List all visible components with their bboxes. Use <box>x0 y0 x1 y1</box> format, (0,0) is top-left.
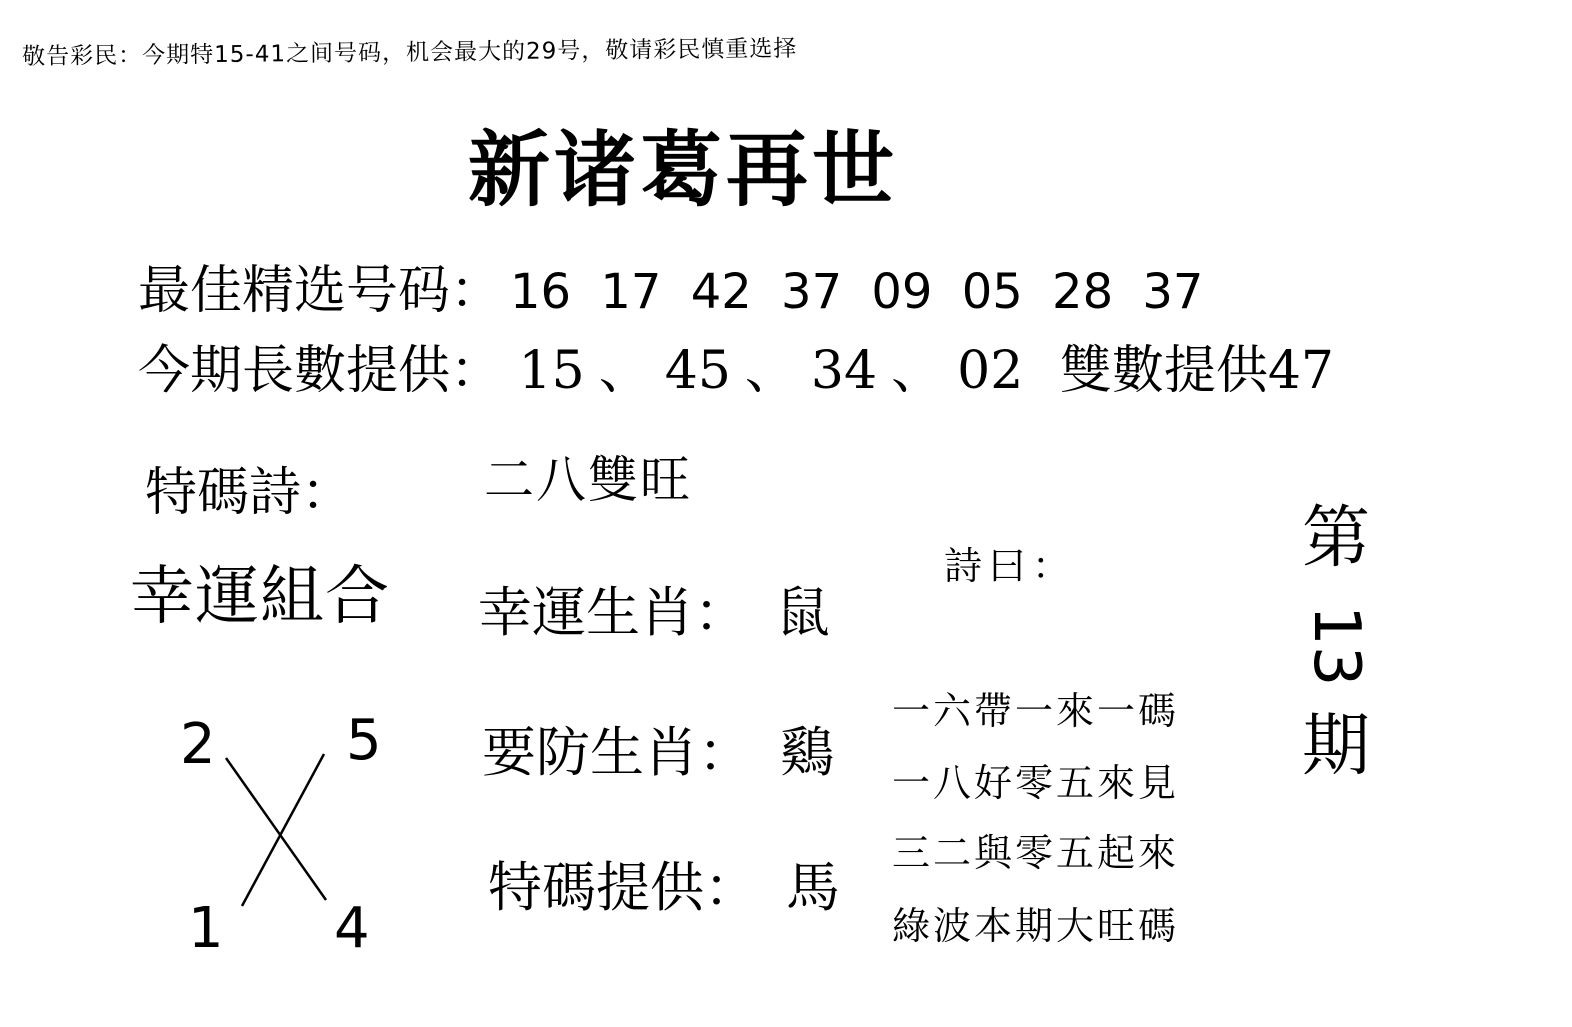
combo-digit-top-left: 2 <box>180 712 216 777</box>
long-number: 15 <box>518 341 585 401</box>
special-poem-text: 二八雙旺 <box>484 451 692 509</box>
combo-digit-bottom-left: 1 <box>188 896 224 961</box>
issue-number <box>1299 499 1373 786</box>
long-number: 45 <box>664 341 731 401</box>
issue-suffix: 期 <box>1301 707 1370 786</box>
poem-line: 一八好零五來見 <box>892 761 1180 805</box>
special-poem-label: 特碼詩： <box>145 463 354 523</box>
long-numbers-row <box>138 328 1334 403</box>
lucky-combo-title: 幸運組合 <box>130 560 390 634</box>
poem-line: 三二與零五起來 <box>892 831 1180 875</box>
issue-number-value: 13 <box>1299 605 1373 687</box>
lucky-zodiac-row <box>478 570 830 647</box>
doubles-label: 雙數提供 <box>1059 341 1268 401</box>
lucky-zodiac-value: 鼠 <box>776 581 830 644</box>
best-picks-label: 最佳精选号码： <box>138 261 503 321</box>
poem-line: 綠波本期大旺碼 <box>892 904 1180 948</box>
guard-zodiac-value: 鷄 <box>780 721 834 784</box>
best-picks-row <box>138 248 1203 323</box>
special-provide-row <box>488 845 840 922</box>
long-number: 02 <box>957 341 1024 401</box>
cross-line <box>242 754 324 906</box>
special-provide-label: 特碼提供： <box>488 856 758 919</box>
page-title: 新诸葛再世 <box>468 123 899 218</box>
special-provide-value: 馬 <box>786 856 840 919</box>
combo-digit-top-right: 5 <box>346 708 382 773</box>
long-number: 34 <box>810 341 878 401</box>
lucky-zodiac-label: 幸運生肖： <box>478 581 748 644</box>
issue-prefix: 第 <box>1301 499 1370 578</box>
separator: 、 <box>598 341 651 401</box>
doubles-value: 47 <box>1267 341 1334 401</box>
separator: 、 <box>744 341 797 401</box>
poem-line: 一六帶一來一碼 <box>892 689 1180 733</box>
separator: 、 <box>891 341 944 401</box>
long-numbers-label: 今期長數提供： <box>138 341 503 401</box>
combo-cross-lines <box>220 750 340 910</box>
guard-zodiac-row <box>482 710 834 787</box>
notice-text: 敬告彩民：今期特15-41之间号码，机会最大的29号，敬请彩民慎重选择 <box>22 35 798 70</box>
best-picks-numbers: 16 17 42 37 09 05 28 37 <box>510 264 1204 320</box>
combo-digit-bottom-right: 4 <box>334 896 370 961</box>
guard-zodiac-label: 要防生肖： <box>482 721 752 784</box>
poem-label: 詩曰： <box>944 544 1077 588</box>
